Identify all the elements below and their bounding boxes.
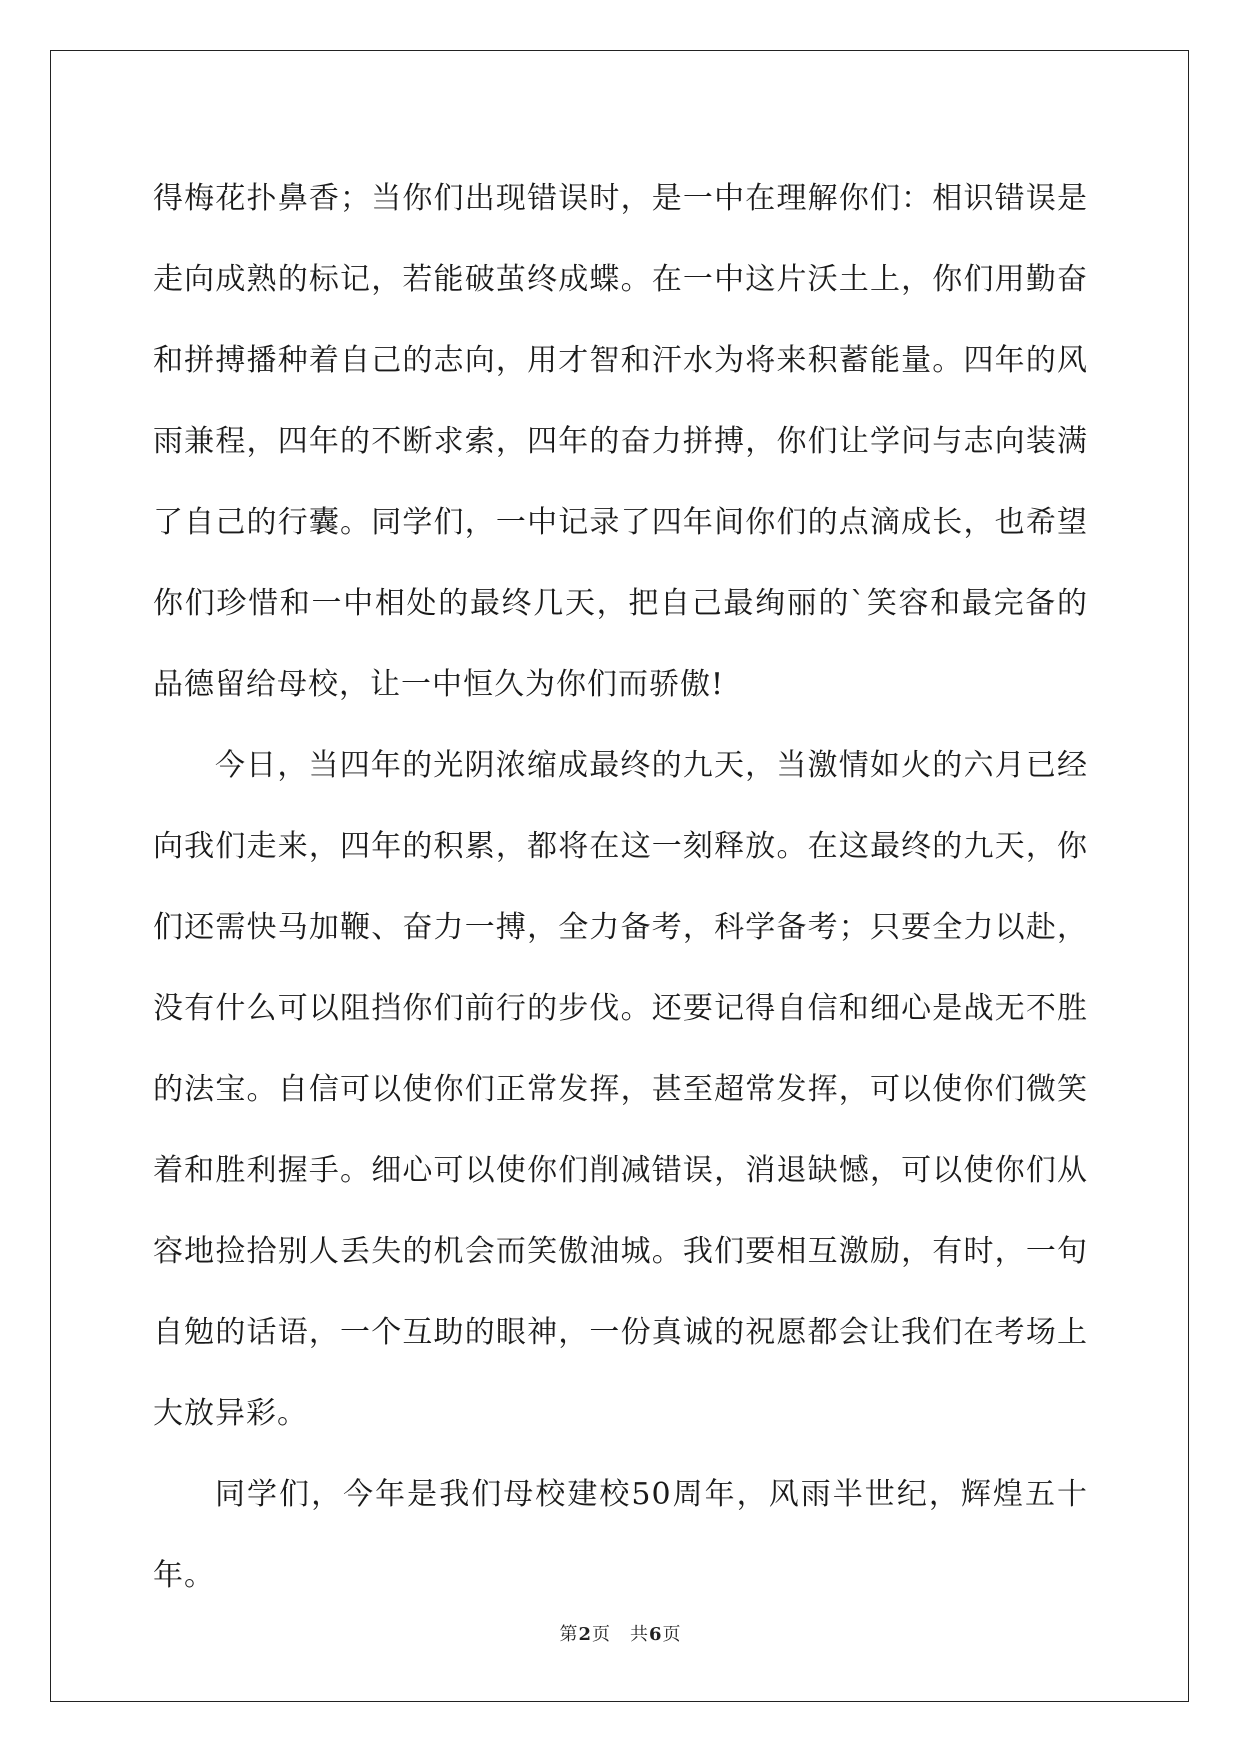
- footer-total-pages: 6: [649, 1624, 663, 1645]
- footer-middle: 页 共: [592, 1624, 649, 1645]
- footer-prefix: 第: [559, 1624, 579, 1645]
- page-footer: [0, 1620, 1241, 1646]
- paragraph-2: 今日，当四年的光阴浓缩成最终的九天，当激情如火的六月已经向我们走来，四年的积累，都将在这一刻释放。在这最终的九天，你们还需快马加鞭、奋力一搏，全力备考，科学备考；只要全力以赴，没有什么可以阻挡你们前行的步伐。还要记得自信和细心是战无不胜的法宝。自信可以使你们正常发挥，甚至超常发挥，可以使你们微笑着和胜利握手。细心可以使你们削减错误，消退缺憾，可以使你们从容地捡拾别人丢失的机会而笑傲油城。我们要相互激励，有时，一句自勉的话语，一个互助的眼神，一份真诚的祝愿都会让我们在考场上大放异彩。: [153, 748, 1088, 1431]
- footer-suffix: 页: [662, 1624, 682, 1645]
- paragraph-1: 得梅花扑鼻香；当你们出现错误时，是一中在理解你们：相识错误是走向成熟的标记，若能破茧终成蝶。在一中这片沃土上，你们用勤奋和拼搏播种着自己的志向，用才智和汗水为将来积蓄能量。四年的风雨兼程，四年的不断求索，四年的奋力拼搏，你们让学问与志向装满了自己的行囊。同学们，一中记录了四年间你们的点滴成长，也希望你们珍惜和一中相处的最终几天，把自己最绚丽的`笑容和最完备的品德留给母校，让一中恒久为你们而骄傲!: [153, 181, 1088, 702]
- footer-current-page: 2: [578, 1624, 592, 1645]
- document-body: [153, 158, 1088, 1616]
- paragraph-3: 同学们，今年是我们母校建校50周年，风雨半世纪，辉煌五十年。: [153, 1477, 1088, 1593]
